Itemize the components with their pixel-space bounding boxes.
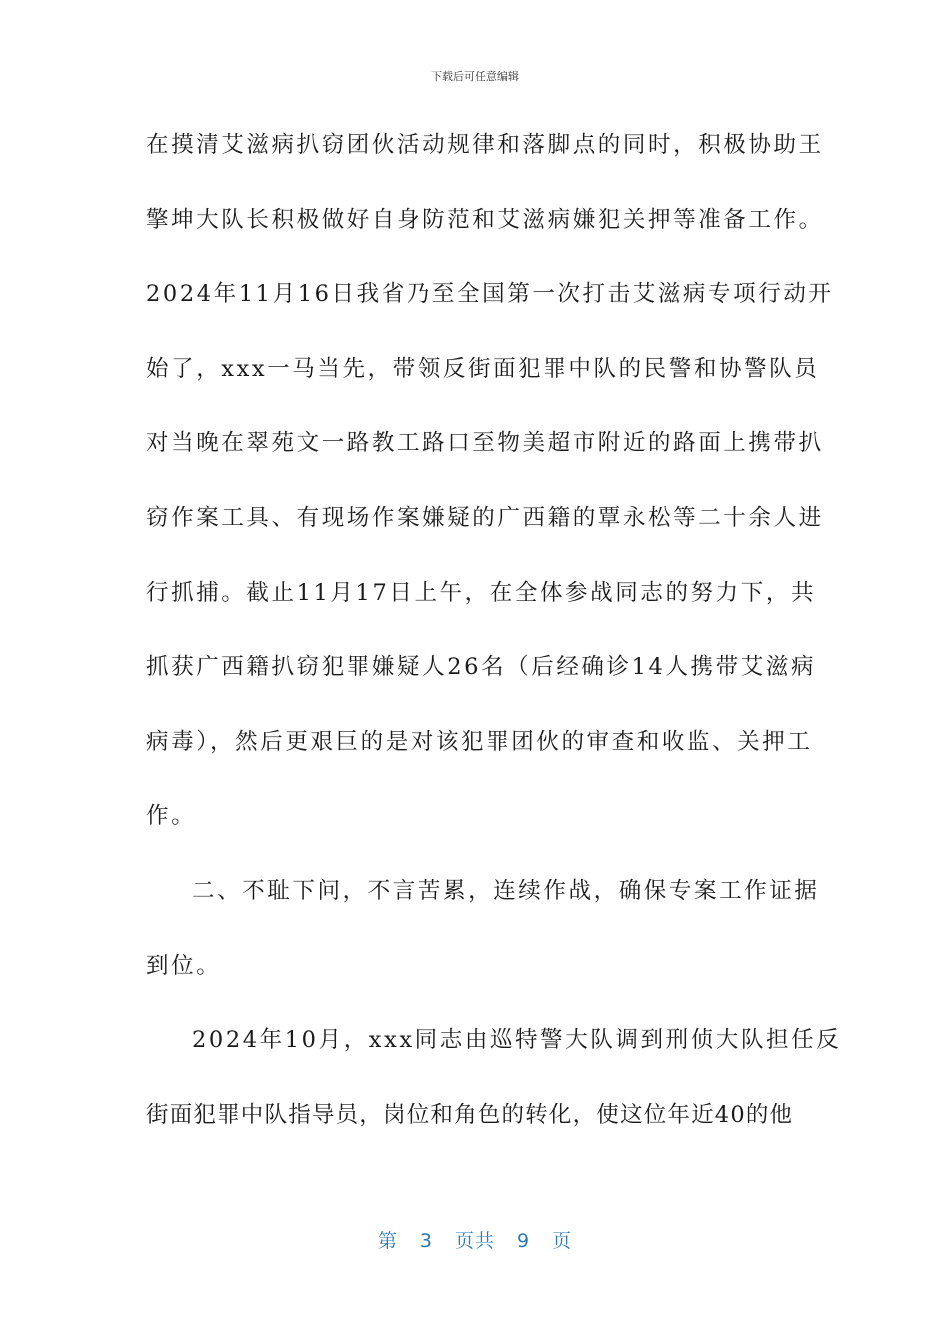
text-line: 到位。 — [146, 952, 222, 979]
current-page-number: 3 — [419, 1230, 433, 1252]
text-line: 在摸清艾滋病扒窃团伙活动规律和落脚点的同时，积极协助王 — [146, 132, 824, 158]
text-line: 病毒），然后更艰巨的是对该犯罪团伙的审查和收监、关押工 — [146, 728, 813, 755]
text-line: 始了，xxx一马当先，带领反街面犯罪中队的民警和协警队员 — [146, 355, 820, 382]
header-note: 下载后可任意编辑 — [431, 70, 519, 83]
text-line: 行抓捕。截止11月17日上午，在全体参战同志的努力下，共 — [146, 579, 817, 606]
text-line: 街面犯罪中队指导员，岗位和角色的转化，使这位年近40的他 — [146, 1101, 794, 1128]
footer-prefix: 第 — [377, 1230, 398, 1252]
section-heading-line: 二、不耻下问，不言苦累，连续作战，确保专案工作证据 — [192, 877, 820, 904]
footer-middle: 页共 — [454, 1230, 495, 1252]
text-line: 作。 — [146, 803, 197, 830]
paragraph-start-line: 2024年10月，xxx同志由巡特警大队调到刑侦大队担任反 — [192, 1027, 842, 1054]
text-line: 2024年11月16日我省乃至全国第一次打击艾滋病专项行动开 — [146, 281, 834, 308]
text-line: 窃作案工具、有现场作案嫌疑的广西籍的覃永松等二十余人进 — [146, 504, 824, 531]
total-page-number: 9 — [517, 1230, 531, 1252]
footer-suffix: 页 — [552, 1230, 573, 1252]
text-line: 对当晚在翠苑文一路教工路口至物美超市附近的路面上携带扒 — [146, 430, 824, 457]
text-line: 抓获广西籍扒窃犯罪嫌疑人26名（后经确诊14人携带艾滋病 — [146, 654, 817, 681]
page-footer — [0, 1226, 950, 1253]
document-body — [146, 122, 842, 1166]
text-line: 擎坤大队长积极做好自身防范和艾滋病嫌犯关押等准备工作。 — [146, 206, 824, 233]
